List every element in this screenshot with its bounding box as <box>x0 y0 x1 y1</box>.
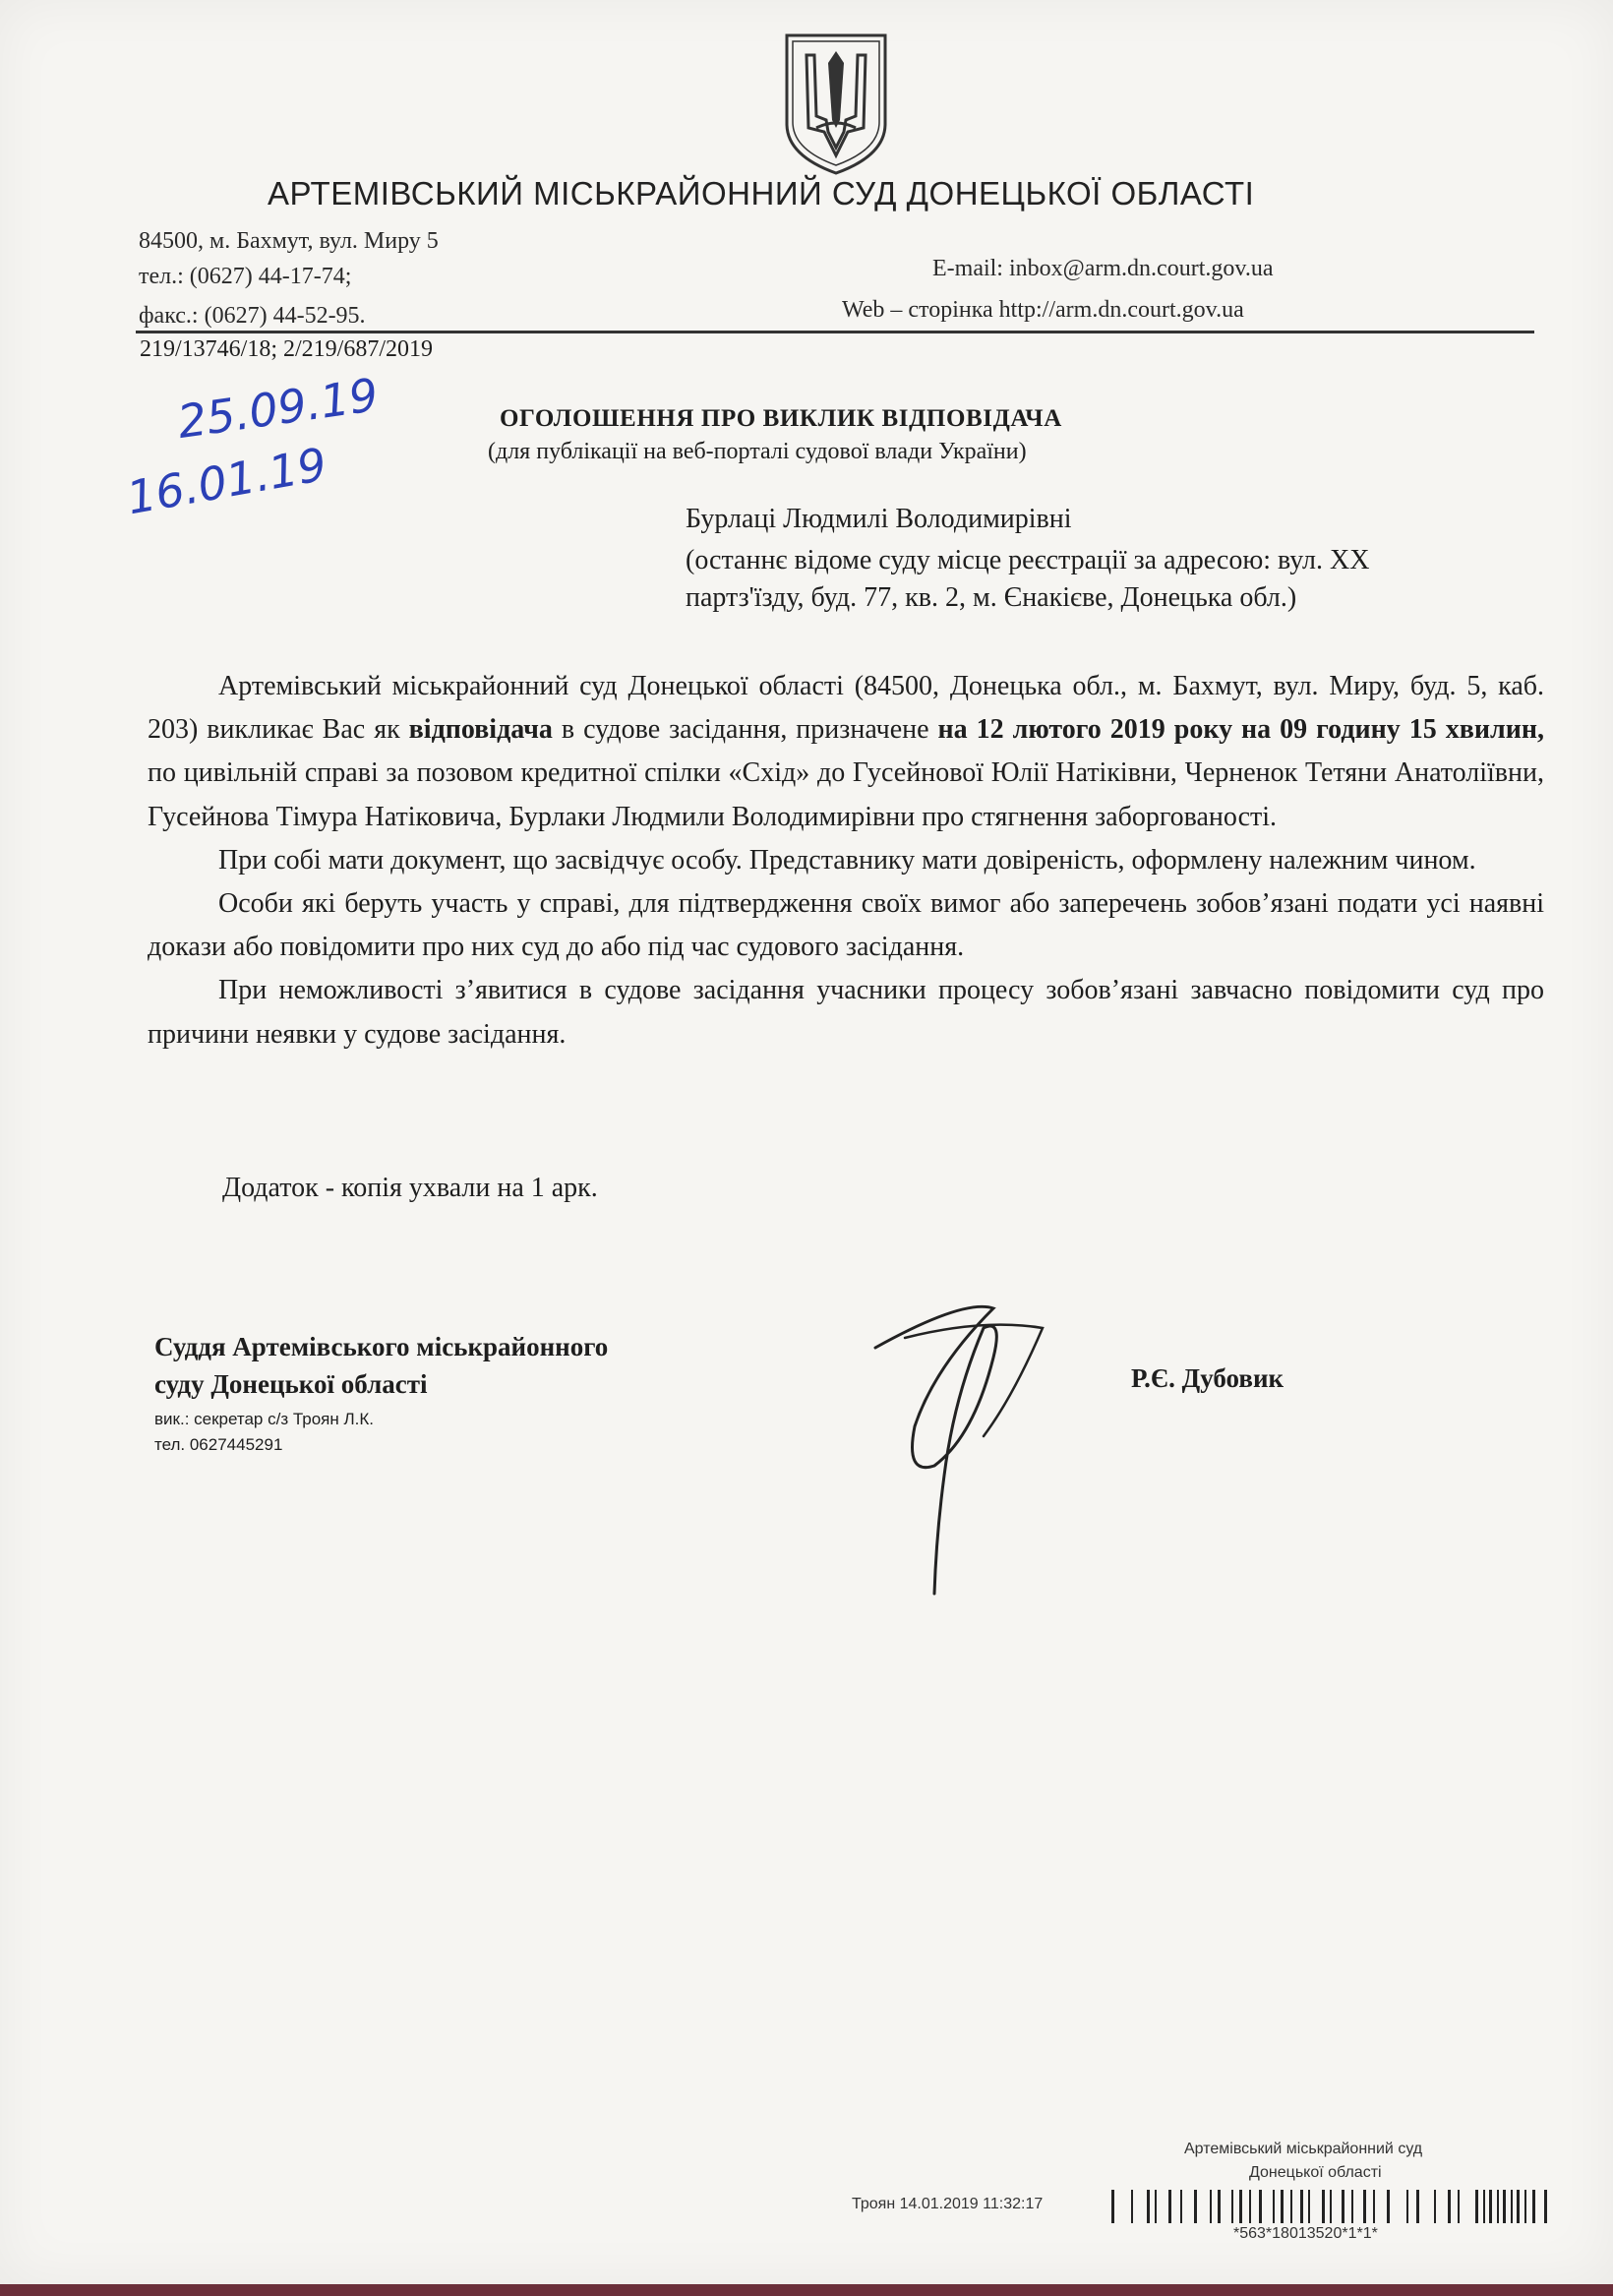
body-text: Артемівський міськрайонний суд Донецької області (84500, Донецька обл., м. Бахмут, вул. Миру, буд. 5, каб. 203) викликає Вас як <box>148 671 1544 746</box>
executor-name: вик.: секретар с/з Троян Л.К. <box>154 1410 375 1428</box>
page-edge <box>0 2284 1613 2296</box>
executor-phone: тел. 0627445291 <box>154 1435 283 1454</box>
court-name: АРТЕМІВСЬКИЙ МІСЬКРАЙОННИЙ СУД ДОНЕЦЬКОЇ ОБЛАСТІ <box>268 175 1255 211</box>
body-paragraph: При неможливості з’явитися в судове засідання учасники процесу зобов’язані завчасно повідомити суд про причини неявки у судове засідання. <box>148 975 1544 1050</box>
addressee-address-line: партз'їзду, буд. 77, кв. 2, м. Єнакієве, Донецька обл.) <box>686 582 1297 613</box>
judge-title-line: суду Донецької області <box>154 1369 428 1399</box>
body-text: по цивільній справі за позовом кредитної спілки «Схід» до Гусейнової Юлії Натіківни, Черненок Тетяни Анатоліївни, Гусейнова Тімура Натіковича, Бурлаки Людмили Володимирівни про стягнення заборгованості. <box>148 757 1544 832</box>
handwritten-date-note: 16.01.19 <box>122 437 330 525</box>
judge-name: Р.Є. Дубовик <box>1131 1363 1284 1393</box>
addressee-name: Бурлаці Людмилі Володимирівні <box>686 504 1072 534</box>
trident-emblem-icon <box>777 30 895 177</box>
body-paragraph: Особи які беруть участь у справі, для підтвердження своїх вимог або заперечень зобов’язані подати усі наявні докази або повідомити про них суд до або під час судового засідання. <box>148 888 1544 963</box>
case-number: 219/13746/18; 2/219/687/2019 <box>140 336 434 362</box>
court-address: 84500, м. Бахмут, вул. Миру 5 <box>139 228 439 254</box>
body-paragraph: При собі мати документ, що засвідчує особу. Представнику мати довіреність, оформлену належним чином. <box>218 844 1476 876</box>
notice-subtitle: (для публікації на веб-порталі судової влади України) <box>488 439 1027 464</box>
footer-timestamp: Троян 14.01.2019 11:32:17 <box>852 2196 1044 2212</box>
court-website: Web – сторінка http://arm.dn.court.gov.ua <box>842 297 1244 323</box>
judge-title-line: Суддя Артемівського міськрайонного <box>154 1332 609 1361</box>
court-email: E-mail: inbox@arm.dn.court.gov.ua <box>932 256 1274 281</box>
court-fax: факс.: (0627) 44-52-95. <box>139 303 366 329</box>
handwritten-date-note: 25.09.19 <box>174 368 382 449</box>
barcode-number: *563*18013520*1*1* <box>1233 2225 1378 2242</box>
body-bold-text: відповідача <box>408 714 553 746</box>
notice-body <box>148 665 1544 1057</box>
barcode-icon <box>1111 2190 1564 2223</box>
appendix-note: Додаток - копія ухвали на 1 арк. <box>222 1173 598 1203</box>
handwritten-signature-icon <box>846 1279 1072 1603</box>
court-phone: тел.: (0627) 44-17-74; <box>139 264 352 289</box>
footer-stamp-line: Донецької області <box>1249 2164 1382 2181</box>
notice-title: ОГОЛОШЕННЯ ПРО ВИКЛИК ВІДПОВІДАЧА <box>500 405 1062 432</box>
footer-stamp-line: Артемівський міськрайонний суд <box>1184 2141 1423 2157</box>
executor-info <box>154 1407 374 1458</box>
body-paragraph <box>148 665 1544 839</box>
judge-title <box>154 1328 843 1403</box>
header-divider <box>136 331 1534 333</box>
body-text: в судове засідання, призначене <box>552 714 938 746</box>
body-bold-text: на 12 лютого 2019 року на 09 годину 15 хвилин, <box>937 714 1544 746</box>
addressee-address-line: (останнє відоме суду місце реєстрації за адресою: вул. XX <box>686 545 1370 575</box>
